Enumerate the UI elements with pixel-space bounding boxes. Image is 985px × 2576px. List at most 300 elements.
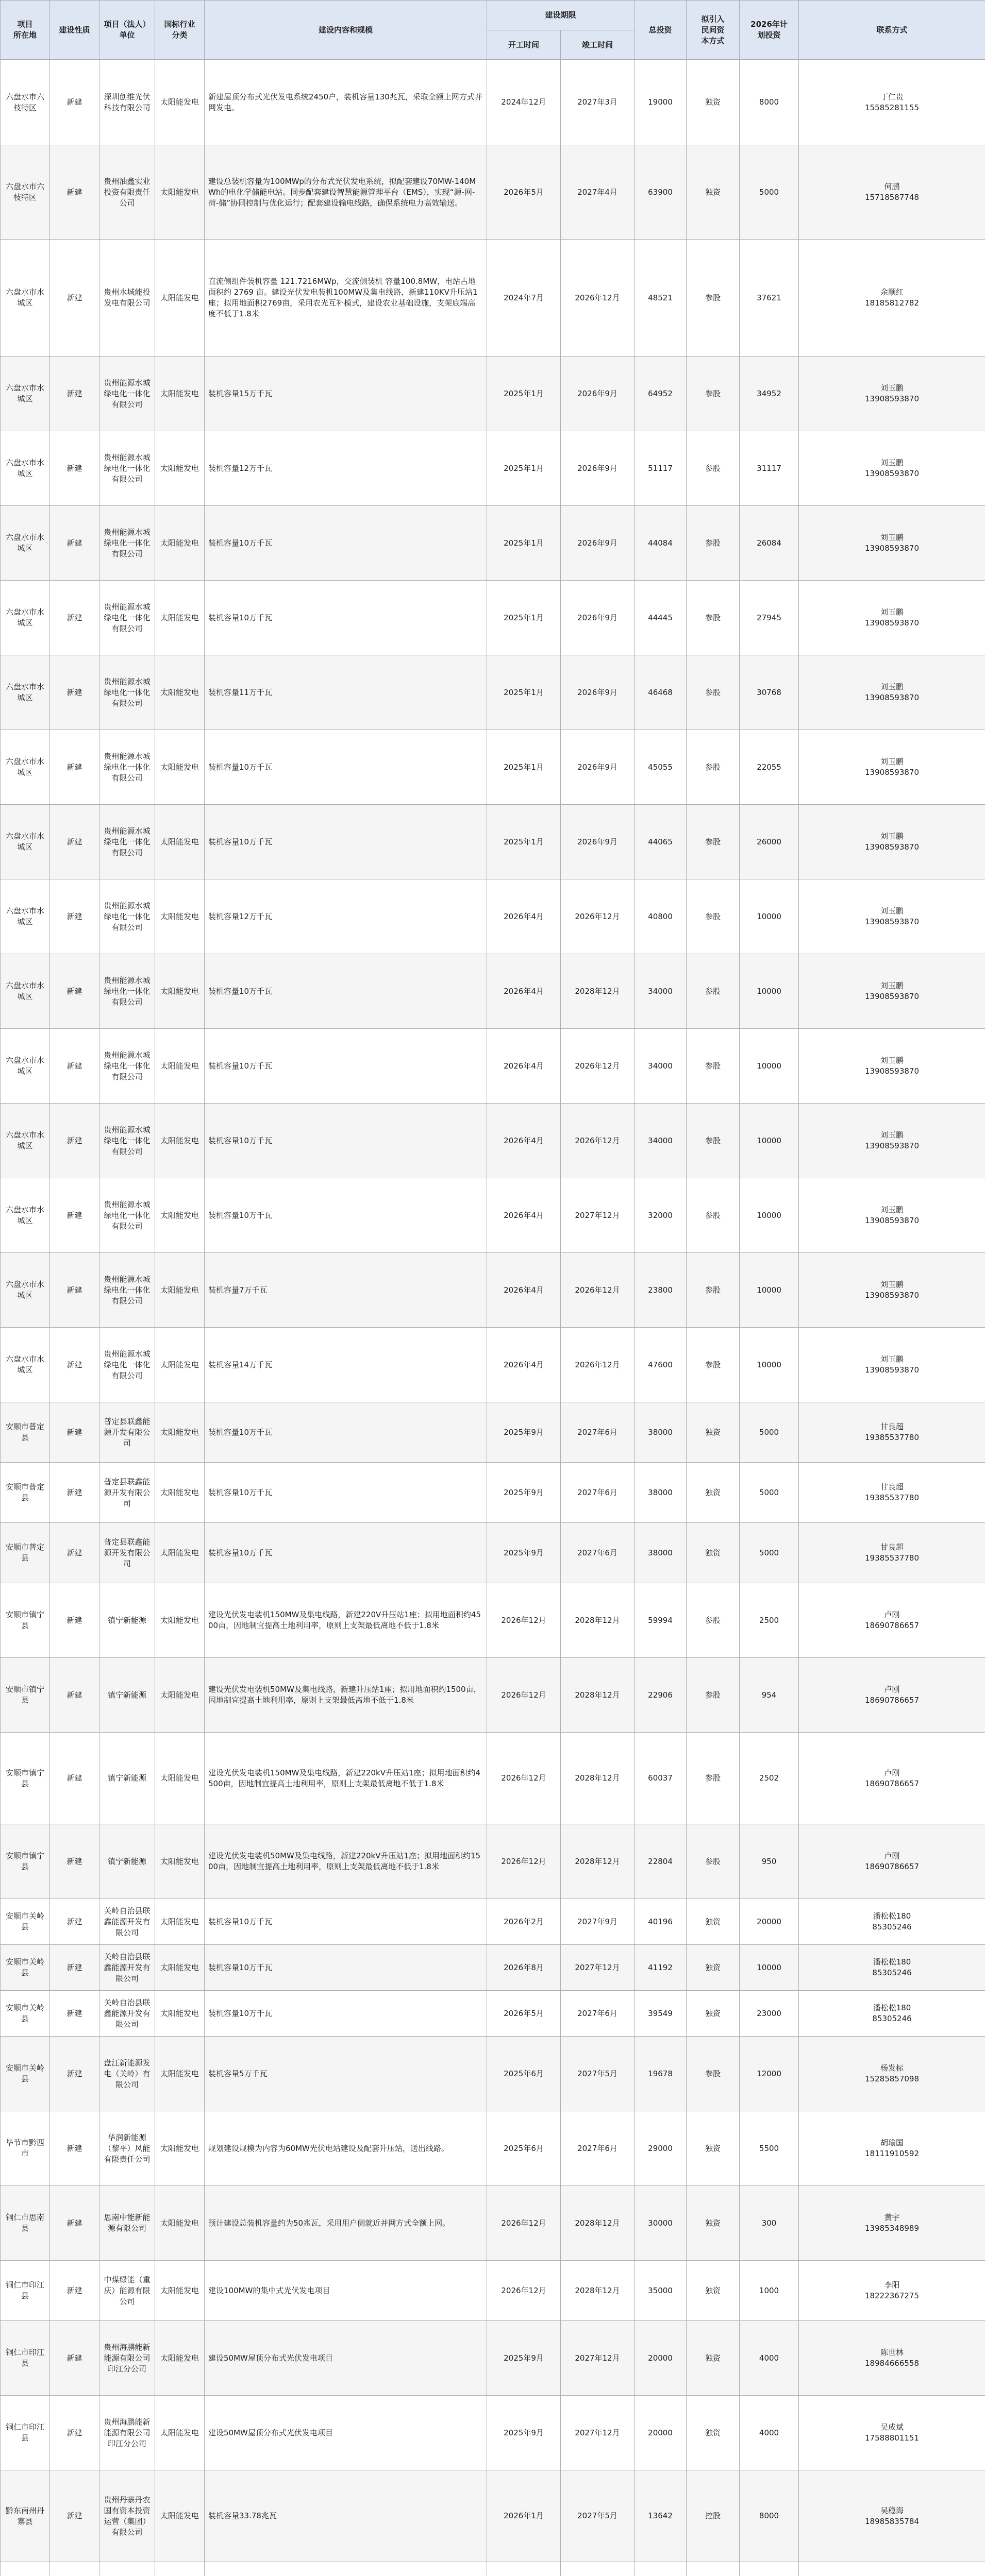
cell-plan: 1000 — [740, 2261, 799, 2321]
cell-loc: 六盘水市水城区 — [1, 581, 50, 655]
cell-owner: 盘江新能源发电（关岭）有限公司 — [99, 2037, 155, 2111]
cell-nature: 新建 — [50, 730, 99, 805]
cell-total: 45055 — [635, 730, 687, 805]
cell-content: 建设光伏发电装机50MW及集电线路，新建升压站1座；拟用地面积约1500亩，因地制宜提高土地利用率，原则上支架最低离地不低于1.8米 — [205, 1658, 487, 1733]
cell-industry: 太阳能发电 — [155, 2037, 205, 2111]
cell-total: 22804 — [635, 1824, 687, 1899]
cell-nature: 新建 — [50, 1658, 99, 1733]
cell-end: 2027年3月 — [561, 60, 635, 145]
table-row — [1, 357, 985, 431]
cell-industry: 太阳能发电 — [155, 1523, 205, 1583]
cell-plan: 950 — [740, 1824, 799, 1899]
header-total: 总投资 — [635, 1, 687, 60]
cell-end: 2027年6月 — [561, 2111, 635, 2186]
cell-mode: 独资 — [687, 1463, 740, 1523]
cell-plan: 37621 — [740, 240, 799, 357]
table-row — [1, 145, 985, 240]
cell-total: 32000 — [635, 1178, 687, 1253]
table-row — [1, 1402, 985, 1463]
cell-content: 装机容量14万千瓦 — [205, 1328, 487, 1402]
cell-content: 装机容量10万千瓦 — [205, 506, 487, 581]
table-body — [1, 60, 985, 2576]
header-mode: 拟引入 民间资 本方式 — [687, 1, 740, 60]
cell-owner: 镇宁新能源 — [99, 1583, 155, 1658]
cell-start: 2024年12月 — [487, 60, 561, 145]
cell-industry: 太阳能发电 — [155, 655, 205, 730]
cell-plan: 26000 — [740, 805, 799, 879]
cell-nature: 新建 — [50, 805, 99, 879]
cell-contact: 潘松松180 85305246 — [799, 1899, 985, 1945]
table-row — [1, 2321, 985, 2396]
cell-content: 装机容量10万千瓦 — [205, 1178, 487, 1253]
table-row — [1, 581, 985, 655]
cell-loc: 安顺市关岭县 — [1, 1899, 50, 1945]
cell-owner: 关岭自治县联鑫能源开发有限公司 — [99, 1945, 155, 1991]
cell-loc: 六盘水市水城区 — [1, 1029, 50, 1104]
cell-contact: 卢刚 18690786657 — [799, 1824, 985, 1899]
cell-nature — [50, 2562, 99, 2576]
cell-content: 装机容量10万千瓦 — [205, 581, 487, 655]
cell-total: 60037 — [635, 1733, 687, 1824]
cell-owner: 贵州能源水城绿电化一体化有限公司 — [99, 1029, 155, 1104]
cell-contact: 刘玉鹏 13908593870 — [799, 431, 985, 506]
cell-mode: 独资 — [687, 1402, 740, 1463]
cell-owner: 深圳创维光伏科技有限公司 — [99, 60, 155, 145]
cell-plan: 10000 — [740, 1029, 799, 1104]
cell-total: 34000 — [635, 954, 687, 1029]
table-row — [1, 60, 985, 145]
cell-total: 20000 — [635, 2321, 687, 2396]
cell-nature: 新建 — [50, 1463, 99, 1523]
cell-mode: 独资 — [687, 1991, 740, 2037]
cell-industry: 太阳能发电 — [155, 1178, 205, 1253]
cell-content: 装机容量10万千瓦 — [205, 1945, 487, 1991]
cell-content: 装机容量10万千瓦 — [205, 1899, 487, 1945]
cell-mode: 参股 — [687, 240, 740, 357]
cell-industry: 太阳能发电 — [155, 1328, 205, 1402]
header-location: 项目 所在地 — [1, 1, 50, 60]
cell-owner: 贵州能源水城绿电化一体化有限公司 — [99, 431, 155, 506]
cell-start: 2026年8月 — [487, 1945, 561, 1991]
cell-loc: 安顺市普定县 — [1, 1463, 50, 1523]
cell-start — [487, 2562, 561, 2576]
cell-contact: 刘玉鹏 13908593870 — [799, 1104, 985, 1178]
cell-loc: 安顺市镇宁县 — [1, 1733, 50, 1824]
cell-mode: 参股 — [687, 431, 740, 506]
cell-nature: 新建 — [50, 506, 99, 581]
cell-loc: 安顺市普定县 — [1, 1523, 50, 1583]
cell-nature: 新建 — [50, 1733, 99, 1824]
cell-start: 2025年6月 — [487, 2111, 561, 2186]
cell-industry: 太阳能发电 — [155, 730, 205, 805]
table-row — [1, 431, 985, 506]
cell-industry: 太阳能发电 — [155, 1991, 205, 2037]
cell-end: 2028年12月 — [561, 2261, 635, 2321]
cell-total: 20000 — [635, 2396, 687, 2470]
table-row — [1, 240, 985, 357]
cell-total: 44065 — [635, 805, 687, 879]
cell-start: 2025年1月 — [487, 581, 561, 655]
cell-start: 2026年2月 — [487, 1899, 561, 1945]
cell-owner: 贵州丹寨丹农国有资本投资运营（集团）有限公司 — [99, 2470, 155, 2562]
cell-content: 装机容量10万千瓦 — [205, 1991, 487, 2037]
cell-content: 装机容量10万千瓦 — [205, 954, 487, 1029]
cell-plan: 10000 — [740, 1328, 799, 1402]
cell-loc: 六盘水市水城区 — [1, 240, 50, 357]
cell-contact: 卢刚 18690786657 — [799, 1733, 985, 1824]
cell-mode: 独资 — [687, 1945, 740, 1991]
cell-start: 2026年4月 — [487, 1328, 561, 1402]
cell-contact — [799, 2562, 985, 2576]
cell-plan: 20000 — [740, 1899, 799, 1945]
cell-industry: 太阳能发电 — [155, 1733, 205, 1824]
cell-nature: 新建 — [50, 1583, 99, 1658]
cell-start: 2025年1月 — [487, 655, 561, 730]
cell-plan: 2500 — [740, 1583, 799, 1658]
cell-content: 建设50MW屋顶分布式光伏发电项目 — [205, 2321, 487, 2396]
table-row — [1, 2562, 985, 2576]
cell-contact: 甘良超 19385537780 — [799, 1402, 985, 1463]
cell-loc: 六盘水市水城区 — [1, 879, 50, 954]
cell-total: 46468 — [635, 655, 687, 730]
cell-plan: 31117 — [740, 431, 799, 506]
cell-owner: 镇宁新能源 — [99, 1658, 155, 1733]
cell-loc: 六盘水市水城区 — [1, 1178, 50, 1253]
cell-contact: 刘玉鹏 13908593870 — [799, 1253, 985, 1328]
cell-total: 48521 — [635, 240, 687, 357]
table-row — [1, 2037, 985, 2111]
cell-loc: 六盘水市水城区 — [1, 1328, 50, 1402]
cell-total: 40800 — [635, 879, 687, 954]
cell-end: 2027年12月 — [561, 1178, 635, 1253]
cell-mode: 独资 — [687, 2321, 740, 2396]
cell-industry: 太阳能发电 — [155, 1824, 205, 1899]
cell-nature: 新建 — [50, 60, 99, 145]
cell-mode — [687, 2562, 740, 2576]
cell-industry: 太阳能发电 — [155, 506, 205, 581]
cell-industry: 太阳能发电 — [155, 2321, 205, 2396]
cell-mode: 参股 — [687, 1104, 740, 1178]
cell-industry: 太阳能发电 — [155, 240, 205, 357]
cell-nature: 新建 — [50, 2396, 99, 2470]
cell-total: 38000 — [635, 1523, 687, 1583]
cell-nature: 新建 — [50, 581, 99, 655]
cell-mode: 独资 — [687, 1523, 740, 1583]
cell-loc — [1, 2562, 50, 2576]
cell-total: 44084 — [635, 506, 687, 581]
table-row — [1, 2186, 985, 2261]
cell-content: 装机容量10万千瓦 — [205, 1104, 487, 1178]
cell-owner: 普定县联鑫能源开发有限公司 — [99, 1523, 155, 1583]
cell-plan: 26084 — [740, 506, 799, 581]
header-period: 建设期限 — [487, 1, 635, 30]
cell-total: 38000 — [635, 1402, 687, 1463]
table-row — [1, 1523, 985, 1583]
table-row — [1, 805, 985, 879]
cell-content: 装机容量10万千瓦 — [205, 1463, 487, 1523]
cell-nature: 新建 — [50, 1253, 99, 1328]
cell-content: 装机容量12万千瓦 — [205, 431, 487, 506]
cell-start: 2025年1月 — [487, 506, 561, 581]
table-row — [1, 1178, 985, 1253]
cell-mode: 参股 — [687, 1824, 740, 1899]
cell-mode: 参股 — [687, 1029, 740, 1104]
cell-mode: 控股 — [687, 2470, 740, 2562]
cell-total: 13642 — [635, 2470, 687, 2562]
cell-industry: 太阳能发电 — [155, 1583, 205, 1658]
cell-total: 41192 — [635, 1945, 687, 1991]
cell-plan: 4000 — [740, 2396, 799, 2470]
cell-content: 预计建设总装机容量约为50兆瓦，采用用户侧就近并网方式全额上网。 — [205, 2186, 487, 2261]
cell-nature: 新建 — [50, 2261, 99, 2321]
cell-end: 2027年12月 — [561, 1945, 635, 1991]
cell-mode: 参股 — [687, 1328, 740, 1402]
cell-plan: 27945 — [740, 581, 799, 655]
cell-start: 2026年12月 — [487, 2261, 561, 2321]
cell-end: 2027年5月 — [561, 2037, 635, 2111]
cell-loc: 六盘水市水城区 — [1, 357, 50, 431]
cell-owner — [99, 2562, 155, 2576]
header-nature: 建设性质 — [50, 1, 99, 60]
cell-owner: 贵州能源水城绿电化一体化有限公司 — [99, 1253, 155, 1328]
cell-contact: 胡瑜国 18111910592 — [799, 2111, 985, 2186]
cell-loc: 安顺市关岭县 — [1, 1991, 50, 2037]
cell-start: 2025年9月 — [487, 2321, 561, 2396]
cell-plan: 12000 — [740, 2037, 799, 2111]
table-row — [1, 730, 985, 805]
cell-industry: 太阳能发电 — [155, 2261, 205, 2321]
cell-plan: 5000 — [740, 1402, 799, 1463]
table-row — [1, 1253, 985, 1328]
cell-industry: 太阳能发电 — [155, 357, 205, 431]
cell-content: 建设总装机容量为100MWp的分布式光伏发电系统，拟配套建设70MW-140MWh的电化学储能电站。同步配套建设智慧能源管理平台（EMS），实现“源-网-荷-储”协同控制与优化运行；配套建设输电线路，确保系统电力高效输送。 — [205, 145, 487, 240]
table-row — [1, 1733, 985, 1824]
cell-end: 2028年12月 — [561, 1824, 635, 1899]
cell-loc: 铜仁市印江县 — [1, 2396, 50, 2470]
table-row — [1, 2396, 985, 2470]
cell-plan: 300 — [740, 2186, 799, 2261]
cell-industry: 太阳能发电 — [155, 1402, 205, 1463]
header-start: 开工时间 — [487, 30, 561, 60]
cell-nature: 新建 — [50, 1991, 99, 2037]
cell-mode: 参股 — [687, 879, 740, 954]
table-row — [1, 1328, 985, 1402]
cell-mode: 独资 — [687, 2111, 740, 2186]
cell-owner: 关岭自治县联鑫能源开发有限公司 — [99, 1991, 155, 2037]
cell-plan: 5000 — [740, 145, 799, 240]
cell-start: 2026年1月 — [487, 2470, 561, 2562]
header-end: 竣工时间 — [561, 30, 635, 60]
cell-industry: 太阳能发电 — [155, 954, 205, 1029]
cell-owner: 普定县联鑫能源开发有限公司 — [99, 1402, 155, 1463]
cell-mode: 参股 — [687, 1658, 740, 1733]
cell-end: 2026年9月 — [561, 655, 635, 730]
cell-loc: 铜仁市思南县 — [1, 2186, 50, 2261]
cell-content: 装机容量10万千瓦 — [205, 1523, 487, 1583]
cell-contact: 刘玉鹏 13908593870 — [799, 357, 985, 431]
cell-loc: 铜仁市印江县 — [1, 2261, 50, 2321]
cell-contact: 吴稳海 18985835784 — [799, 2470, 985, 2562]
cell-contact: 卢刚 18690786657 — [799, 1658, 985, 1733]
cell-industry: 太阳能发电 — [155, 879, 205, 954]
cell-plan: 10000 — [740, 1253, 799, 1328]
cell-nature: 新建 — [50, 1029, 99, 1104]
cell-contact: 吴成斌 17588801151 — [799, 2396, 985, 2470]
cell-nature: 新建 — [50, 1104, 99, 1178]
cell-total — [635, 2562, 687, 2576]
cell-loc: 六盘水市水城区 — [1, 730, 50, 805]
cell-owner: 思南中能新能源有限公司 — [99, 2186, 155, 2261]
cell-contact: 刘玉鹏 13908593870 — [799, 655, 985, 730]
cell-loc: 安顺市关岭县 — [1, 1945, 50, 1991]
cell-plan: 8000 — [740, 60, 799, 145]
cell-nature: 新建 — [50, 2321, 99, 2396]
cell-start: 2026年12月 — [487, 1658, 561, 1733]
cell-end: 2026年9月 — [561, 357, 635, 431]
cell-industry: 太阳能发电 — [155, 1104, 205, 1178]
cell-mode: 参股 — [687, 1253, 740, 1328]
cell-loc: 铜仁市印江县 — [1, 2321, 50, 2396]
cell-loc: 六盘水市六枝特区 — [1, 60, 50, 145]
table-row — [1, 2111, 985, 2186]
cell-start: 2026年12月 — [487, 2186, 561, 2261]
cell-plan: 30768 — [740, 655, 799, 730]
cell-start: 2025年9月 — [487, 1523, 561, 1583]
cell-plan: 10000 — [740, 879, 799, 954]
cell-industry: 太阳能发电 — [155, 60, 205, 145]
cell-owner: 华润新能源（黎平）风能有限责任公司 — [99, 2111, 155, 2186]
cell-mode: 独资 — [687, 145, 740, 240]
table-row — [1, 1583, 985, 1658]
cell-mode: 参股 — [687, 506, 740, 581]
cell-end: 2027年9月 — [561, 1899, 635, 1945]
cell-end: 2027年6月 — [561, 1991, 635, 2037]
cell-content: 装机容量33.78兆瓦 — [205, 2470, 487, 2562]
table-row — [1, 1658, 985, 1733]
cell-industry: 太阳能发电 — [155, 1658, 205, 1733]
cell-owner: 贵州能源水城绿电化一体化有限公司 — [99, 1328, 155, 1402]
table-row — [1, 1104, 985, 1178]
cell-content: 建设100MW的集中式光伏发电项目 — [205, 2261, 487, 2321]
cell-nature: 新建 — [50, 1178, 99, 1253]
cell-contact: 潘松松180 85305246 — [799, 1991, 985, 2037]
cell-content — [205, 2562, 487, 2576]
table-row — [1, 1029, 985, 1104]
cell-plan: 23000 — [740, 1991, 799, 2037]
cell-industry: 太阳能发电 — [155, 1945, 205, 1991]
cell-content: 装机容量11万千瓦 — [205, 655, 487, 730]
cell-nature: 新建 — [50, 240, 99, 357]
cell-nature: 新建 — [50, 655, 99, 730]
cell-owner: 贵州能源水城绿电化一体化有限公司 — [99, 954, 155, 1029]
cell-industry: 太阳能发电 — [155, 145, 205, 240]
cell-plan: 2502 — [740, 1733, 799, 1824]
cell-start: 2025年6月 — [487, 2037, 561, 2111]
cell-content: 装机容量15万千瓦 — [205, 357, 487, 431]
table-row — [1, 1899, 985, 1945]
cell-end: 2026年12月 — [561, 1253, 635, 1328]
cell-loc: 六盘水市六枝特区 — [1, 145, 50, 240]
cell-loc: 六盘水市水城区 — [1, 506, 50, 581]
cell-plan: 4000 — [740, 2321, 799, 2396]
cell-loc: 安顺市镇宁县 — [1, 1824, 50, 1899]
cell-content: 装机容量12万千瓦 — [205, 879, 487, 954]
header-industry: 国标行业 分类 — [155, 1, 205, 60]
cell-start: 2026年4月 — [487, 1029, 561, 1104]
cell-mode: 参股 — [687, 1583, 740, 1658]
cell-nature: 新建 — [50, 1523, 99, 1583]
cell-content: 建设光伏发电装机50MW及集电线路，新建220kV升压站1座；拟用地面积约1500亩，因地制宜提高土地利用率，原则上支架最低离地不低于1.8米 — [205, 1824, 487, 1899]
cell-mode: 参股 — [687, 730, 740, 805]
cell-start: 2026年12月 — [487, 1824, 561, 1899]
header-plan: 2026年计 划投资 — [740, 1, 799, 60]
cell-loc: 安顺市镇宁县 — [1, 1583, 50, 1658]
cell-loc: 六盘水市水城区 — [1, 431, 50, 506]
cell-loc: 安顺市关岭县 — [1, 2037, 50, 2111]
cell-start: 2025年1月 — [487, 357, 561, 431]
cell-industry: 太阳能发电 — [155, 2470, 205, 2562]
cell-end: 2028年12月 — [561, 1733, 635, 1824]
cell-content: 规划建设规模为内容为60MW光伏电站建设及配套升压站，送出线路。 — [205, 2111, 487, 2186]
cell-industry: 太阳能发电 — [155, 2186, 205, 2261]
cell-total: 34000 — [635, 1104, 687, 1178]
cell-start: 2026年4月 — [487, 1253, 561, 1328]
cell-mode: 参股 — [687, 2037, 740, 2111]
cell-owner: 关岭自治县联鑫能源开发有限公司 — [99, 1899, 155, 1945]
cell-end: 2028年12月 — [561, 1583, 635, 1658]
cell-plan: 5000 — [740, 1463, 799, 1523]
cell-loc: 六盘水市水城区 — [1, 1104, 50, 1178]
cell-industry: 太阳能发电 — [155, 1029, 205, 1104]
cell-total: 29000 — [635, 2111, 687, 2186]
cell-plan: 8000 — [740, 2470, 799, 2562]
cell-owner: 镇宁新能源 — [99, 1733, 155, 1824]
cell-nature: 新建 — [50, 357, 99, 431]
cell-total: 19000 — [635, 60, 687, 145]
cell-owner: 贵州水城能投发电有限公司 — [99, 240, 155, 357]
cell-content: 装机容量5万千瓦 — [205, 2037, 487, 2111]
cell-end: 2027年12月 — [561, 2321, 635, 2396]
cell-plan: 10000 — [740, 1945, 799, 1991]
cell-owner: 贵州能源水城绿电化一体化有限公司 — [99, 1104, 155, 1178]
cell-plan: 954 — [740, 1658, 799, 1733]
cell-contact: 刘玉鹏 13908593870 — [799, 730, 985, 805]
cell-owner: 贵州油鑫实业投资有限责任公司 — [99, 145, 155, 240]
cell-start: 2026年4月 — [487, 1178, 561, 1253]
table-row — [1, 2261, 985, 2321]
cell-content: 装机容量7万千瓦 — [205, 1253, 487, 1328]
table-row — [1, 2470, 985, 2562]
cell-contact: 刘玉鹏 13908593870 — [799, 954, 985, 1029]
cell-nature: 新建 — [50, 145, 99, 240]
cell-total: 30000 — [635, 2186, 687, 2261]
cell-end: 2026年9月 — [561, 730, 635, 805]
cell-owner: 贵州能源水城绿电化一体化有限公司 — [99, 581, 155, 655]
cell-industry: 太阳能发电 — [155, 431, 205, 506]
cell-contact: 潘松松180 85305246 — [799, 1945, 985, 1991]
table-row — [1, 1945, 985, 1991]
cell-contact: 杨发标 15285857098 — [799, 2037, 985, 2111]
cell-end: 2026年9月 — [561, 581, 635, 655]
cell-mode: 参股 — [687, 1178, 740, 1253]
cell-nature: 新建 — [50, 1328, 99, 1402]
cell-end: 2026年12月 — [561, 1029, 635, 1104]
cell-contact: 黄宇 13985348989 — [799, 2186, 985, 2261]
cell-contact: 刘玉鹏 13908593870 — [799, 506, 985, 581]
cell-start: 2025年9月 — [487, 2396, 561, 2470]
cell-contact: 李阳 18222367275 — [799, 2261, 985, 2321]
cell-start: 2025年1月 — [487, 431, 561, 506]
